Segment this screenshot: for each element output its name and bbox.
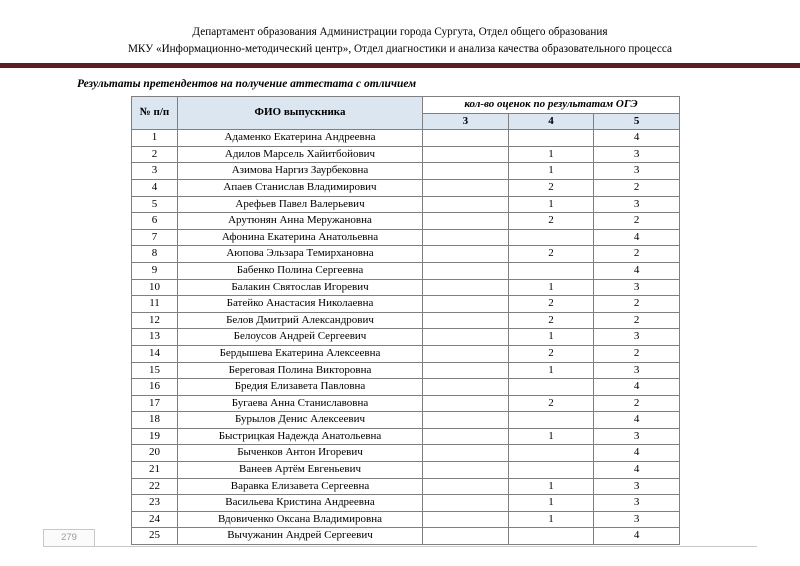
table-row	[132, 495, 680, 512]
cell-mark-5: 2	[594, 345, 680, 362]
cell-number: 5	[132, 196, 178, 213]
cell-number: 13	[132, 329, 178, 346]
cell-mark-4	[508, 445, 594, 462]
table-row	[132, 462, 680, 479]
cell-mark-4: 1	[508, 279, 594, 296]
table-row	[132, 478, 680, 495]
cell-mark-4: 1	[508, 329, 594, 346]
cell-mark-4: 2	[508, 179, 594, 196]
cell-mark-5: 2	[594, 246, 680, 263]
cell-number: 15	[132, 362, 178, 379]
cell-fullname: Афонина Екатерина Анатольевна	[178, 229, 423, 246]
cell-mark-4: 1	[508, 362, 594, 379]
cell-fullname: Ванеев Артём Евгеньевич	[178, 462, 423, 479]
cell-mark-4: 2	[508, 395, 594, 412]
cell-mark-3	[423, 296, 509, 313]
cell-mark-3	[423, 312, 509, 329]
cell-mark-3	[423, 412, 509, 429]
cell-number: 8	[132, 246, 178, 263]
table-row	[132, 196, 680, 213]
cell-mark-5: 4	[594, 412, 680, 429]
cell-mark-3	[423, 196, 509, 213]
cell-number: 24	[132, 511, 178, 528]
cell-mark-4: 1	[508, 478, 594, 495]
cell-fullname: Варавка Елизавета Сергеевна	[178, 478, 423, 495]
cell-number: 16	[132, 379, 178, 396]
cell-mark-5: 4	[594, 229, 680, 246]
cell-number: 4	[132, 179, 178, 196]
cell-mark-5: 3	[594, 279, 680, 296]
cell-mark-4	[508, 379, 594, 396]
cell-mark-3	[423, 445, 509, 462]
cell-number: 22	[132, 478, 178, 495]
cell-mark-5: 3	[594, 196, 680, 213]
page-number: 279	[61, 532, 77, 543]
cell-number: 1	[132, 130, 178, 147]
table-row	[132, 179, 680, 196]
page-title: Результаты претендентов на получение аттестата с отличием	[77, 78, 417, 90]
cell-mark-5: 2	[594, 213, 680, 230]
cell-number: 21	[132, 462, 178, 479]
cell-mark-5: 3	[594, 362, 680, 379]
cell-mark-3	[423, 329, 509, 346]
cell-mark-5: 2	[594, 296, 680, 313]
cell-fullname: Адилов Марсель Хайитбойович	[178, 146, 423, 163]
cell-mark-4: 1	[508, 163, 594, 180]
cell-number: 6	[132, 213, 178, 230]
cell-mark-4	[508, 130, 594, 147]
column-header-fullname: ФИО выпускника	[178, 97, 423, 130]
cell-number: 3	[132, 163, 178, 180]
cell-fullname: Азимова Наргиз Заурбековна	[178, 163, 423, 180]
cell-mark-5: 3	[594, 511, 680, 528]
cell-fullname: Батейко Анастасия Николаевна	[178, 296, 423, 313]
cell-mark-3	[423, 279, 509, 296]
cell-mark-5: 4	[594, 130, 680, 147]
column-header-mark-3: 3	[423, 113, 509, 130]
cell-mark-3	[423, 428, 509, 445]
cell-fullname: Бердышева Екатерина Алексеевна	[178, 345, 423, 362]
table-row	[132, 213, 680, 230]
cell-fullname: Быстрицкая Надежда Анатольевна	[178, 428, 423, 445]
table-row	[132, 412, 680, 429]
cell-number: 9	[132, 262, 178, 279]
cell-mark-4: 1	[508, 146, 594, 163]
table-head	[132, 97, 680, 130]
cell-mark-3	[423, 163, 509, 180]
cell-mark-3	[423, 262, 509, 279]
cell-number: 20	[132, 445, 178, 462]
cell-number: 18	[132, 412, 178, 429]
header-line-institution: МКУ «Информационно-методический центр», Отдел диагностики и анализа качества образовательного процесса	[127, 43, 673, 55]
grades-table-container	[131, 96, 680, 545]
column-header-number: № п/п	[132, 97, 178, 130]
cell-mark-3	[423, 179, 509, 196]
cell-mark-5: 4	[594, 379, 680, 396]
table-row	[132, 296, 680, 313]
cell-fullname: Адаменко Екатерина Андреевна	[178, 130, 423, 147]
cell-mark-3	[423, 379, 509, 396]
column-header-mark-4: 4	[508, 113, 594, 130]
cell-mark-3	[423, 478, 509, 495]
footer-divider-rule	[43, 546, 757, 547]
cell-fullname: Аюпова Эльзара Темирхановна	[178, 246, 423, 263]
cell-mark-4: 1	[508, 428, 594, 445]
cell-mark-5: 3	[594, 478, 680, 495]
cell-mark-4	[508, 462, 594, 479]
table-row	[132, 362, 680, 379]
table-row	[132, 395, 680, 412]
cell-mark-4	[508, 229, 594, 246]
cell-fullname: Балакин Святослав Игоревич	[178, 279, 423, 296]
cell-mark-5: 3	[594, 495, 680, 512]
table-row	[132, 445, 680, 462]
cell-mark-3	[423, 362, 509, 379]
cell-mark-3	[423, 130, 509, 147]
cell-fullname: Белов Дмитрий Александрович	[178, 312, 423, 329]
cell-mark-3	[423, 462, 509, 479]
table-row	[132, 279, 680, 296]
table-row	[132, 345, 680, 362]
cell-mark-5: 4	[594, 462, 680, 479]
table-row	[132, 379, 680, 396]
cell-mark-3	[423, 345, 509, 362]
cell-number: 2	[132, 146, 178, 163]
cell-number: 14	[132, 345, 178, 362]
cell-mark-5: 3	[594, 428, 680, 445]
cell-fullname: Бредия Елизавета Павловна	[178, 379, 423, 396]
cell-mark-5: 2	[594, 395, 680, 412]
table-row	[132, 163, 680, 180]
table-body	[132, 130, 680, 545]
cell-number: 7	[132, 229, 178, 246]
cell-mark-4: 2	[508, 312, 594, 329]
header-divider-rule	[0, 63, 800, 68]
cell-fullname: Белоусов Андрей Сергеевич	[178, 329, 423, 346]
table-row	[132, 229, 680, 246]
cell-mark-4: 1	[508, 495, 594, 512]
table-row	[132, 130, 680, 147]
cell-mark-3	[423, 246, 509, 263]
cell-mark-5: 4	[594, 528, 680, 545]
cell-mark-3	[423, 229, 509, 246]
cell-fullname: Вдовиченко Оксана Владимировна	[178, 511, 423, 528]
cell-number: 11	[132, 296, 178, 313]
cell-mark-5: 3	[594, 163, 680, 180]
table-row	[132, 146, 680, 163]
cell-mark-4: 2	[508, 213, 594, 230]
column-header-mark-5: 5	[594, 113, 680, 130]
cell-fullname: Бабенко Полина Сергеевна	[178, 262, 423, 279]
cell-fullname: Арефьев Павел Валерьевич	[178, 196, 423, 213]
table-header-row-top	[132, 97, 680, 114]
grades-table	[131, 96, 680, 545]
page-footer	[43, 529, 757, 551]
cell-mark-5: 2	[594, 179, 680, 196]
cell-fullname: Арутюнян Анна Меружановна	[178, 213, 423, 230]
cell-mark-3	[423, 146, 509, 163]
cell-mark-4: 2	[508, 296, 594, 313]
header-line-department: Департамент образования Администрации города Сургута, Отдел общего образования	[192, 26, 608, 38]
cell-mark-5: 2	[594, 312, 680, 329]
table-row	[132, 511, 680, 528]
table-row	[132, 428, 680, 445]
cell-mark-4: 1	[508, 196, 594, 213]
table-row	[132, 312, 680, 329]
cell-mark-3	[423, 495, 509, 512]
cell-fullname: Апаев Станислав Владимирович	[178, 179, 423, 196]
cell-fullname: Васильева Кристина Андреевна	[178, 495, 423, 512]
column-header-group-marks: кол-во оценок по результатам ОГЭ	[423, 97, 680, 114]
cell-fullname: Бурылов Денис Алексеевич	[178, 412, 423, 429]
cell-mark-3	[423, 511, 509, 528]
cell-mark-3	[423, 395, 509, 412]
cell-number: 19	[132, 428, 178, 445]
cell-mark-5: 4	[594, 445, 680, 462]
cell-mark-4: 2	[508, 345, 594, 362]
cell-number: 23	[132, 495, 178, 512]
cell-fullname: Быченков Антон Игоревич	[178, 445, 423, 462]
table-row	[132, 262, 680, 279]
cell-number: 10	[132, 279, 178, 296]
table-row	[132, 246, 680, 263]
cell-number: 17	[132, 395, 178, 412]
cell-mark-5: 4	[594, 262, 680, 279]
cell-mark-5: 3	[594, 329, 680, 346]
cell-mark-4: 1	[508, 511, 594, 528]
table-row	[132, 329, 680, 346]
cell-number: 12	[132, 312, 178, 329]
cell-mark-4	[508, 412, 594, 429]
cell-mark-3	[423, 213, 509, 230]
cell-mark-4	[508, 262, 594, 279]
page-header	[0, 24, 800, 58]
cell-mark-5: 3	[594, 146, 680, 163]
cell-mark-4: 2	[508, 246, 594, 263]
cell-fullname: Береговая Полина Викторовна	[178, 362, 423, 379]
cell-number: 25	[132, 528, 178, 545]
cell-fullname: Вычужанин Андрей Сергеевич	[178, 528, 423, 545]
cell-fullname: Бугаева Анна Станиславовна	[178, 395, 423, 412]
